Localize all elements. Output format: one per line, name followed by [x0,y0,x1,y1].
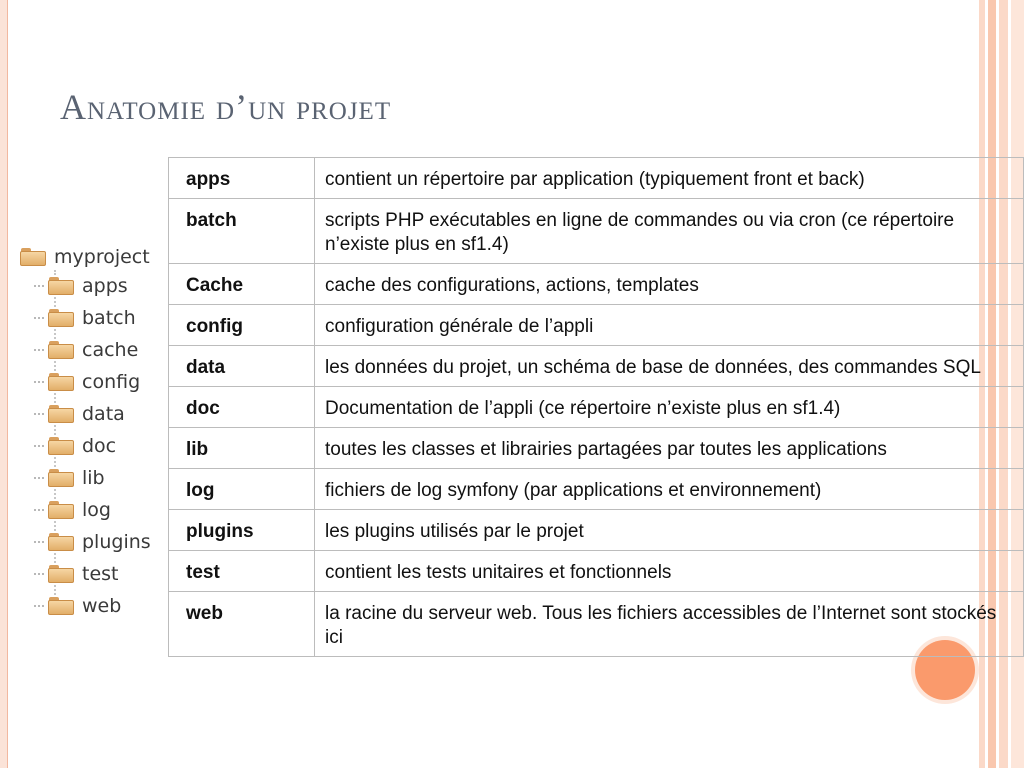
tree-item [34,366,160,398]
tree-item [34,590,160,622]
dir-name: log [169,469,315,510]
tree-item [34,462,160,494]
dir-description: configuration générale de l’appli [315,305,1024,346]
tree-item [34,494,160,526]
dir-description: contient les tests unitaires et fonctionnels [315,551,1024,592]
dir-description: les données du projet, un schéma de base de données, des commandes SQL [315,346,1024,387]
dir-name: lib [169,428,315,469]
table-row [169,158,1024,199]
tree-connector [34,605,44,607]
dir-description: fichiers de log symfony (par applications et environnement) [315,469,1024,510]
table-row [169,264,1024,305]
tree-item-label: doc [82,435,117,457]
dir-description: toutes les classes et librairies partagées par toutes les applications [315,428,1024,469]
tree-item [34,558,160,590]
tree-item [34,334,160,366]
dir-description: les plugins utilisés par le projet [315,510,1024,551]
tree-item-label: batch [82,307,136,329]
tree-item-label: config [82,371,141,393]
folder-icon [48,533,74,551]
tree-connector [34,477,44,479]
table-row [169,199,1024,264]
folder-icon [20,248,46,266]
folder-icon [48,437,74,455]
folder-tree [20,244,160,622]
tree-connector [34,413,44,415]
tree-connector [34,285,44,287]
table-row [169,592,1024,657]
tree-root [20,244,160,270]
tree-root-label: myproject [54,246,150,268]
directory-table [168,157,1024,657]
folder-icon [48,277,74,295]
dir-name: data [169,346,315,387]
dir-name: web [169,592,315,657]
tree-connector [34,349,44,351]
tree-connector [34,509,44,511]
dir-name: apps [169,158,315,199]
table-row [169,469,1024,510]
tree-connector [34,381,44,383]
dir-name: test [169,551,315,592]
tree-item [34,430,160,462]
table-row [169,346,1024,387]
tree-item-label: plugins [82,531,151,553]
tree-item-label: data [82,403,125,425]
tree-item-label: lib [82,467,105,489]
tree-item-label: apps [82,275,128,297]
tree-item-label: cache [82,339,139,361]
tree-connector [34,317,44,319]
folder-icon [48,501,74,519]
dir-description: cache des configurations, actions, templates [315,264,1024,305]
folder-icon [48,565,74,583]
tree-connector [34,573,44,575]
table-row [169,428,1024,469]
tree-connector [34,445,44,447]
dir-description: Documentation de l’appli (ce répertoire n’existe plus en sf1.4) [315,387,1024,428]
table-row [169,387,1024,428]
dir-description: contient un répertoire par application (typiquement front et back) [315,158,1024,199]
tree-connector [34,541,44,543]
dir-name: Cache [169,264,315,305]
folder-icon [48,309,74,327]
tree-item [34,398,160,430]
tree-item-label: web [82,595,122,617]
dir-description: scripts PHP exécutables en ligne de commandes ou via cron (ce répertoire n’existe plus en sf1.4) [315,199,1024,264]
dir-name: config [169,305,315,346]
left-frame-line [0,0,8,768]
table-row [169,305,1024,346]
dir-name: batch [169,199,315,264]
folder-icon [48,469,74,487]
tree-item-label: log [82,499,111,521]
tree-item [34,302,160,334]
dir-name: plugins [169,510,315,551]
table-row [169,551,1024,592]
folder-icon [48,597,74,615]
table-row [169,510,1024,551]
slide-title: Anatomie d’un projet [60,87,392,127]
folder-icon [48,373,74,391]
tree-item [34,270,160,302]
folder-icon [48,405,74,423]
dir-description: la racine du serveur web. Tous les fichiers accessibles de l’Internet sont stockés ici [315,592,1024,657]
tree-item-label: test [82,563,119,585]
tree-item [34,526,160,558]
folder-icon [48,341,74,359]
dir-name: doc [169,387,315,428]
